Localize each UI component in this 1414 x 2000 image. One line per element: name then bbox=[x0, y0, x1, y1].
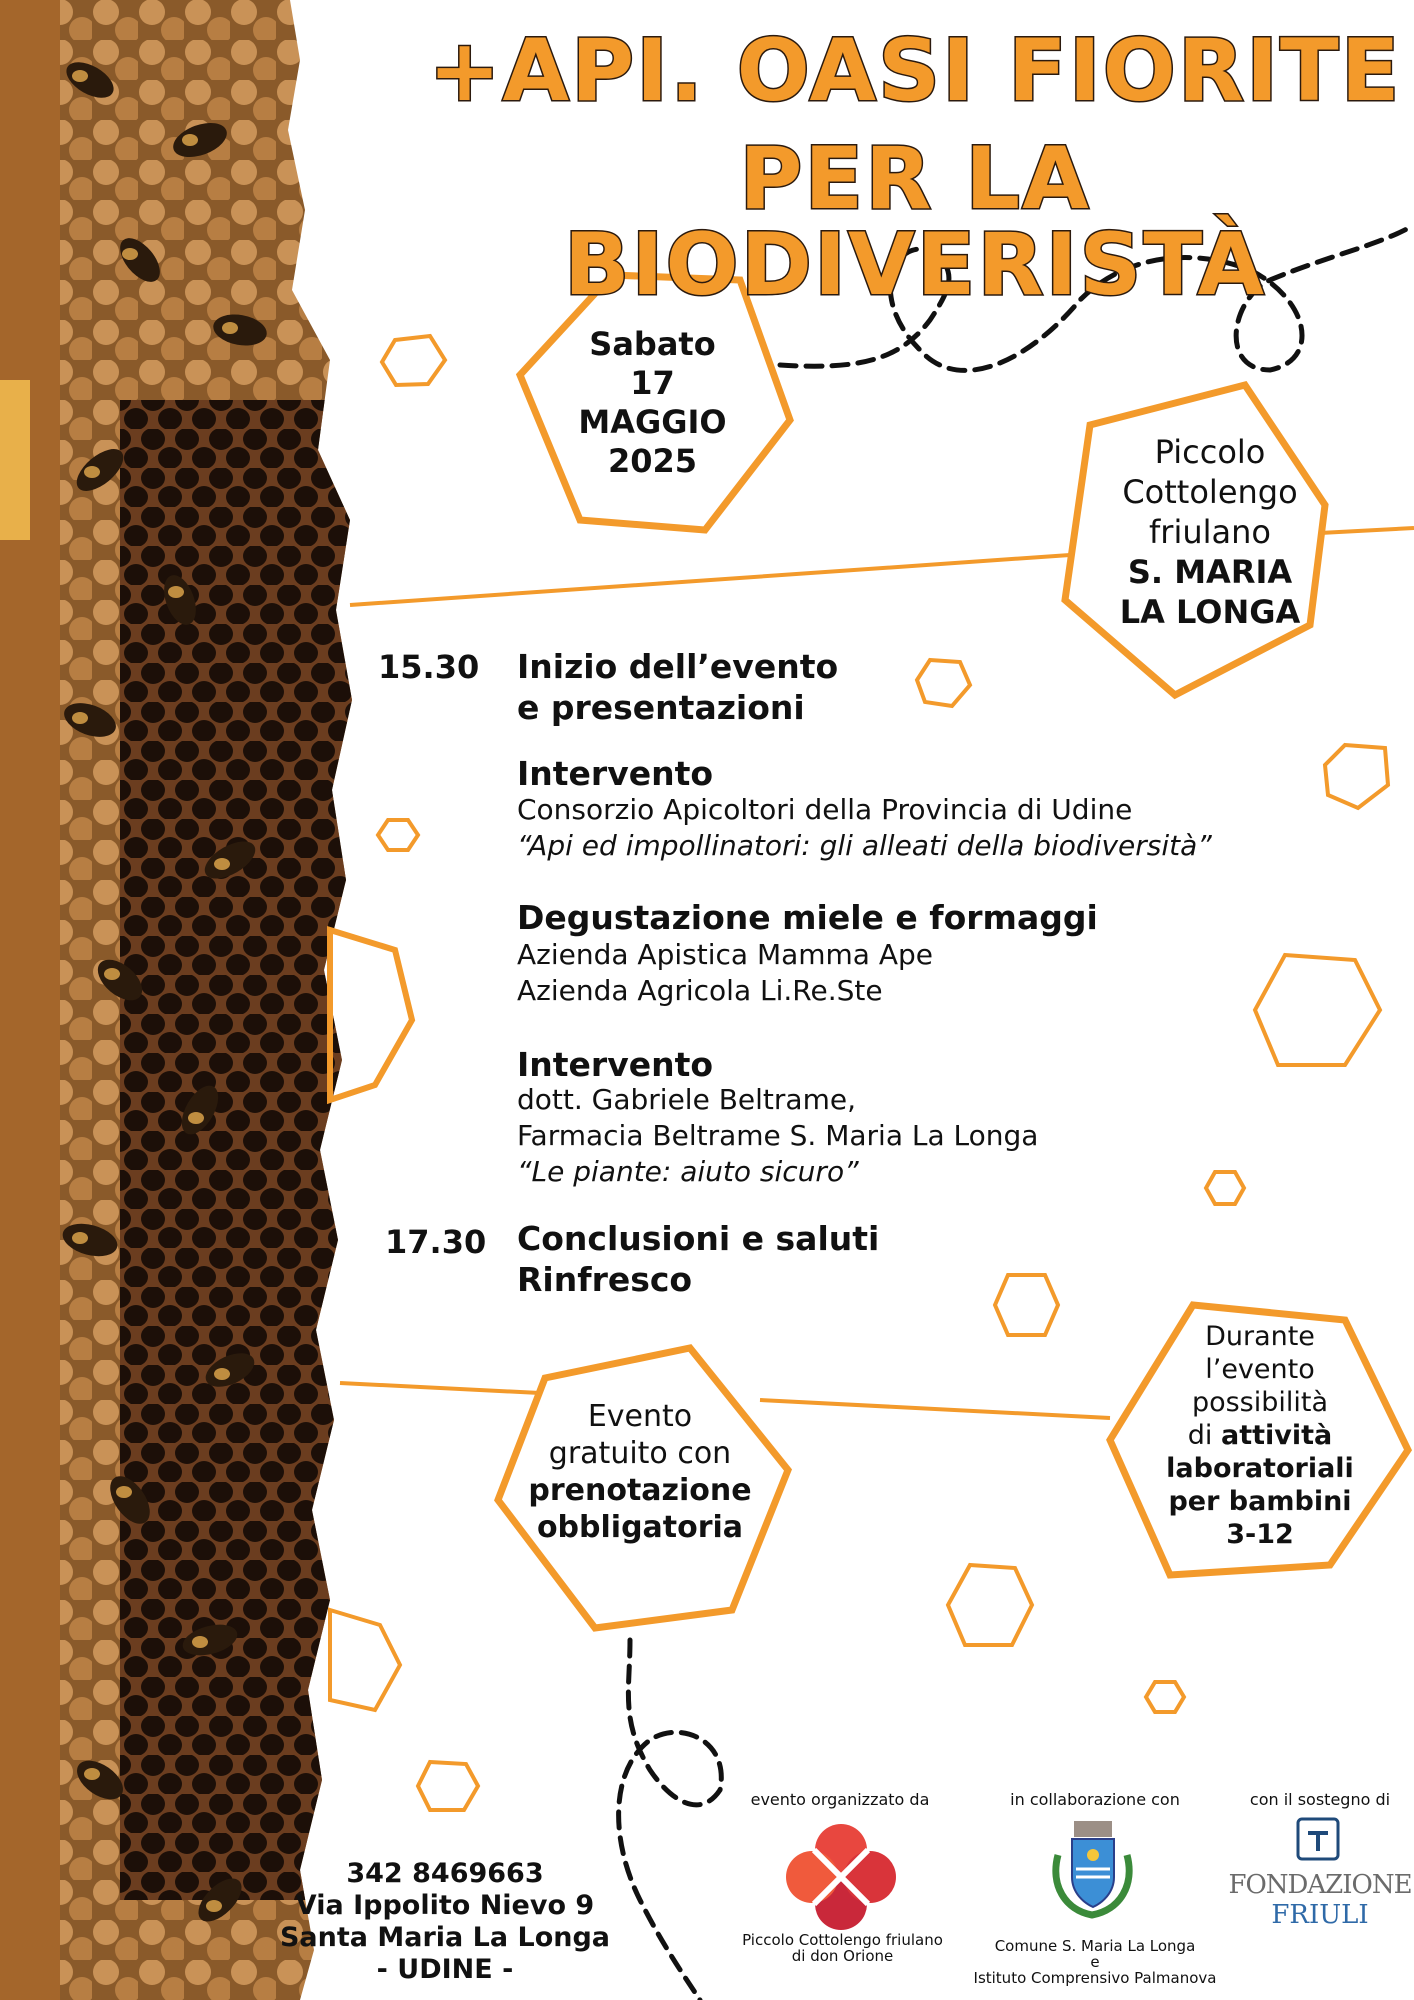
date-block bbox=[540, 325, 765, 481]
talk1-details bbox=[517, 792, 1212, 864]
talk2-heading: Intervento bbox=[517, 1045, 714, 1084]
contact-phone: 342 8469663 bbox=[346, 1858, 544, 1889]
talk1-speaker: Consorzio Apicoltori della Provincia di Udine bbox=[517, 793, 1133, 826]
deco-hexagon bbox=[1206, 1172, 1244, 1204]
venue-line-3: friulano bbox=[1149, 513, 1271, 551]
contact-block bbox=[250, 1858, 640, 1986]
tasting-details bbox=[517, 937, 933, 1009]
contact-town: Santa Maria La Longa bbox=[279, 1922, 611, 1953]
deco-hexagon bbox=[382, 336, 445, 385]
start-heading-line-2: e presentazioni bbox=[517, 688, 805, 727]
venue-line-4: S. MARIA bbox=[1127, 553, 1293, 591]
contact-province: - UDINE - bbox=[376, 1954, 514, 1985]
kids-line-5: laboratoriali bbox=[1166, 1453, 1354, 1484]
venue-block bbox=[1085, 432, 1335, 632]
booking-line-3: prenotazione bbox=[528, 1473, 752, 1508]
date-month: MAGGIO bbox=[578, 403, 727, 441]
deco-hexagon bbox=[418, 1762, 478, 1810]
tasting-company-2: Azienda Agricola Li.Re.Ste bbox=[517, 974, 883, 1007]
comune-coat-of-arms-icon bbox=[1040, 1815, 1145, 1920]
piccolo-cottolengo-logo bbox=[778, 1822, 904, 1932]
support-name-line-2: FRIULI bbox=[1271, 1900, 1369, 1930]
deco-hexagon bbox=[1325, 745, 1388, 808]
deco-hexagon bbox=[948, 1565, 1032, 1645]
collaboration-label: in collaborazione con bbox=[1010, 1790, 1180, 1809]
support-logo-text bbox=[1225, 1870, 1414, 1930]
event-title-line-2: PER LA BIODIVERISTÀ bbox=[563, 129, 1267, 315]
talk1-topic: “Api ed impollinatori: gli alleati della biodiversità” bbox=[517, 829, 1212, 862]
organized-label: evento organizzato da bbox=[750, 1790, 930, 1809]
contact-street: Via Ippolito Nievo 9 bbox=[295, 1890, 595, 1921]
talk1-heading: Intervento bbox=[517, 754, 714, 793]
start-heading bbox=[517, 646, 838, 728]
kids-line-4-prefix: di bbox=[1187, 1420, 1221, 1451]
deco-hexagon bbox=[1255, 955, 1380, 1065]
tasting-company-1: Azienda Apistica Mamma Ape bbox=[517, 938, 934, 971]
end-heading bbox=[517, 1218, 879, 1300]
organized-name-line-2: di don Orione bbox=[791, 1947, 894, 1965]
end-heading-line-2: Rinfresco bbox=[517, 1260, 693, 1299]
start-heading-line-1: Inizio dell’evento bbox=[517, 647, 839, 686]
kids-line-2: l’evento bbox=[1205, 1354, 1315, 1385]
kids-line-7: 3-12 bbox=[1226, 1519, 1294, 1550]
deco-hexagon bbox=[917, 660, 970, 706]
booking-block bbox=[505, 1398, 775, 1546]
booking-line-4: obbligatoria bbox=[536, 1510, 744, 1545]
start-time: 15.30 bbox=[378, 648, 480, 686]
kids-line-4-bold: attività bbox=[1220, 1420, 1333, 1451]
talk2-details bbox=[517, 1082, 1038, 1190]
kids-line-3: possibilità bbox=[1191, 1387, 1329, 1418]
venue-line-1: Piccolo bbox=[1154, 433, 1266, 471]
talk2-affiliation: Farmacia Beltrame S. Maria La Longa bbox=[517, 1119, 1039, 1152]
deco-hexagon bbox=[1146, 1682, 1184, 1712]
talk2-topic: “Le piante: aiuto sicuro” bbox=[517, 1155, 859, 1188]
collab-name-line-3: Istituto Comprensivo Palmanova bbox=[973, 1969, 1217, 1987]
venue-line-5: LA LONGA bbox=[1119, 593, 1301, 631]
deco-hexagon bbox=[330, 1610, 400, 1710]
kids-activities-block bbox=[1120, 1320, 1400, 1551]
end-heading-line-1: Conclusioni e saluti bbox=[517, 1219, 880, 1258]
deco-hexagon bbox=[995, 1275, 1058, 1335]
end-time: 17.30 bbox=[385, 1223, 487, 1261]
talk2-speaker: dott. Gabriele Beltrame, bbox=[517, 1083, 856, 1116]
collab-name-line-1: Comune S. Maria La Longa bbox=[994, 1937, 1196, 1955]
collaboration-names bbox=[955, 1938, 1235, 1986]
booking-line-2: gratuito con bbox=[548, 1436, 732, 1471]
support-label: con il sostegno di bbox=[1249, 1790, 1391, 1809]
tasting-heading: Degustazione miele e formaggi bbox=[517, 898, 1098, 937]
date-day: Sabato bbox=[589, 325, 716, 363]
support-name-line-1: FONDAZIONE bbox=[1228, 1870, 1412, 1900]
date-number: 17 bbox=[630, 364, 675, 402]
deco-hexagon bbox=[378, 820, 418, 850]
organized-name-line-1: Piccolo Cottolengo friulano bbox=[742, 1931, 943, 1949]
date-year: 2025 bbox=[607, 442, 698, 480]
kids-line-1: Durante bbox=[1205, 1321, 1315, 1352]
kids-line-4 bbox=[1120, 1419, 1400, 1452]
deco-hexagon bbox=[330, 930, 412, 1100]
event-title-line-1: +API. OASI FIORITE bbox=[428, 21, 1402, 121]
organized-name bbox=[720, 1932, 965, 1964]
collab-name-line-2: e bbox=[1090, 1953, 1100, 1971]
venue-line-2: Cottolengo bbox=[1122, 473, 1298, 511]
booking-line-1: Evento bbox=[587, 1399, 693, 1434]
kids-line-6: per bambini bbox=[1168, 1486, 1352, 1517]
fondazione-friuli-emblem-icon bbox=[1296, 1817, 1340, 1861]
